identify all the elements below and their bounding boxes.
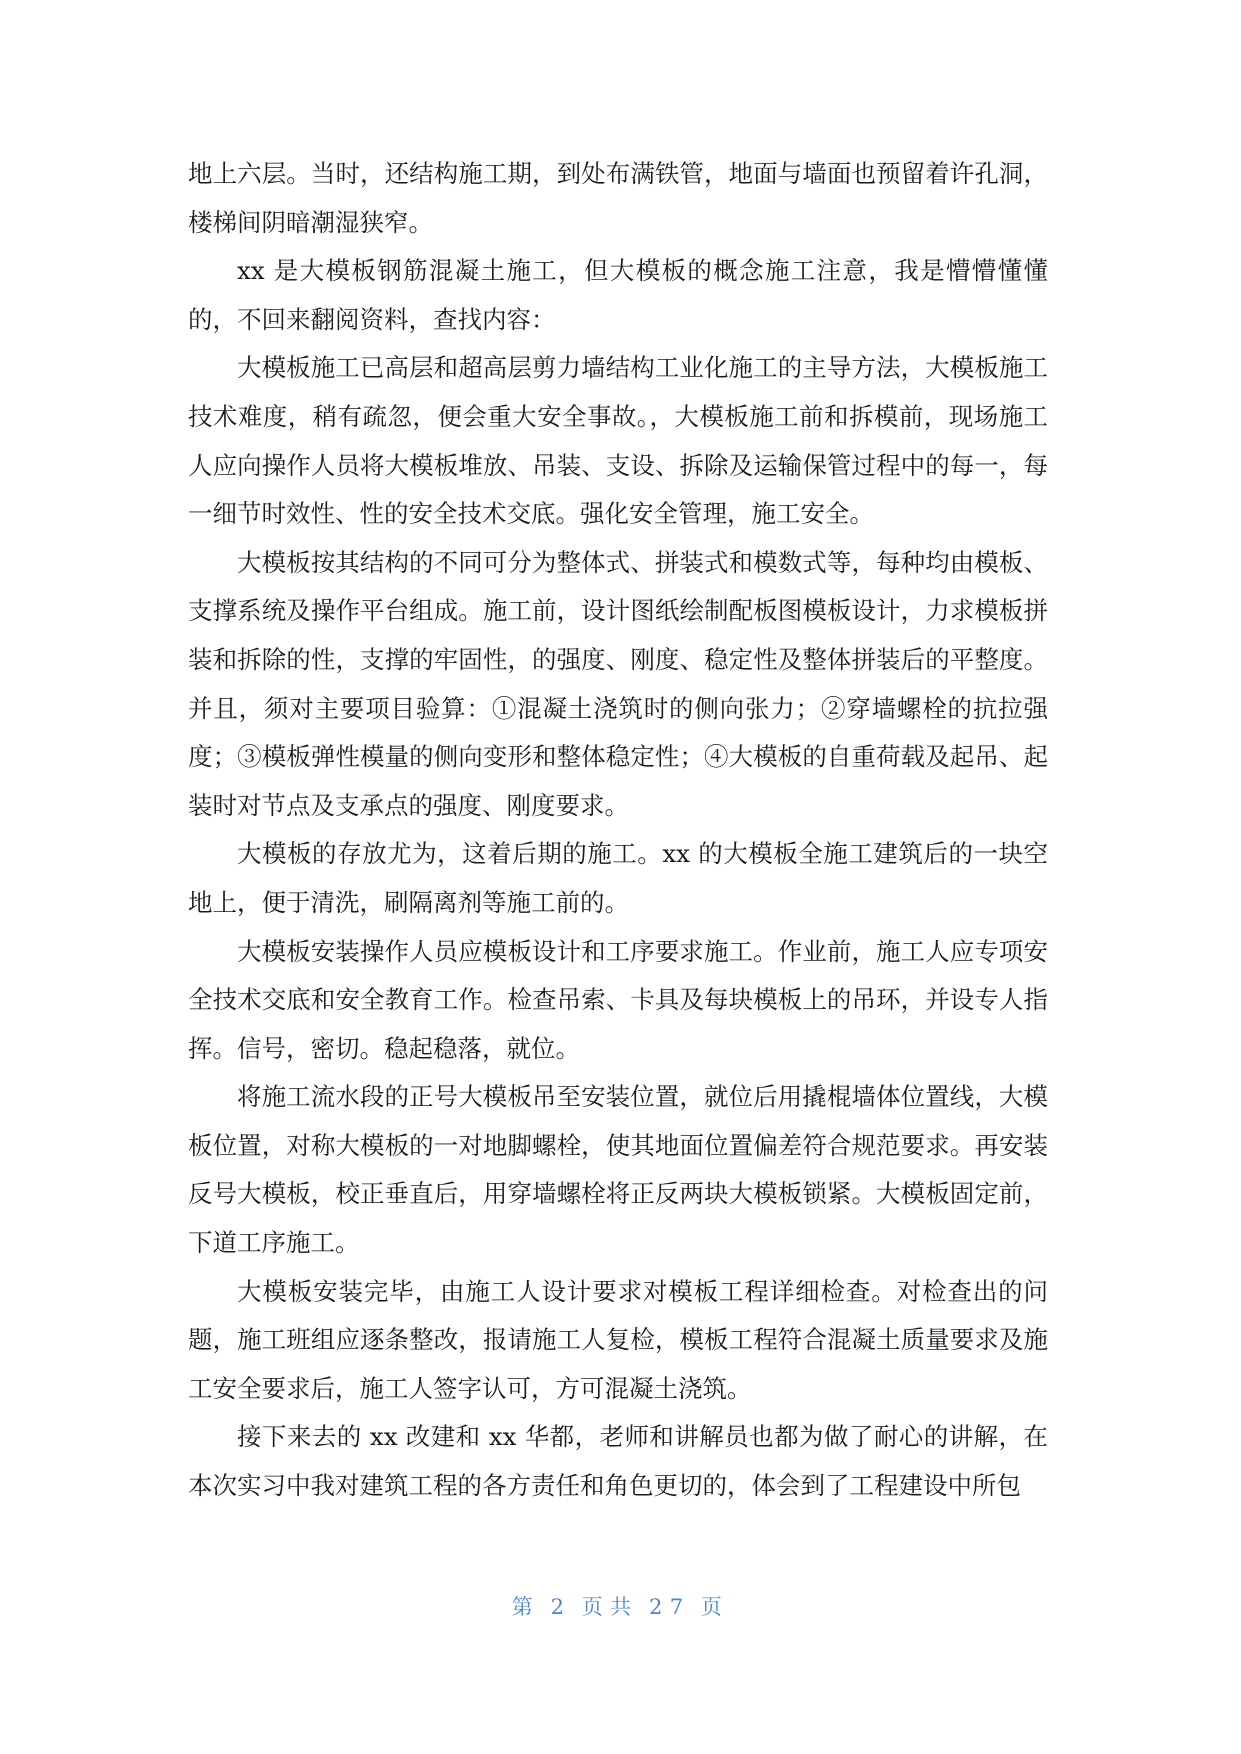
paragraph-1: 地上六层。当时，还结构施工期，到处布满铁管，地面与墙面也预留着许孔洞，楼梯间阴暗潮湿狭窄。 — [188, 159, 1048, 237]
paragraph-9: 接下来去的 xx 改建和 xx 华都，老师和讲解员也都为做了耐心的讲解，在本次实习中我对建筑工程的各方责任和角色更切的，体会到了工程建设中所包 — [188, 1422, 1048, 1501]
paragraph-4: 大模板按其结构的不同可分为整体式、拼装式和模数式等，每种均由模板、支撑系统及操作平台组成。施工前，设计图纸绘制配板图模板设计，力求模板拼装和拆除的性，支撑的牢固性，的强度、刚度、稳定性及整体拼装后的平整度。并且，须对主要项目验算：①混凝土浇筑时的侧向张力；②穿墙螺栓的抗拉强度；③模板弹性模量的侧向变形和整体稳定性；④大模板的自重荷载及起吊、起装时对节点及支承点的强度、刚度要求。 — [188, 547, 1048, 820]
footer-prefix: 第 — [511, 1595, 541, 1619]
paragraph-7: 将施工流水段的正号大模板吊至安装位置，就位后用撬棍墙体位置线，大模板位置，对称大模板的一对地脚螺栓，使其地面位置偏差符合规范要求。再安装反号大模板，校正垂直后，用穿墙螺栓将正反两块大模板锁紧。大模板固定前，下道工序施工。 — [188, 1082, 1048, 1258]
page-footer — [0, 1592, 1241, 1622]
paragraph-3: 大模板施工已高层和超高层剪力墙结构工业化施工的主导方法，大模板施工技术难度，稍有疏忽，便会重大安全事故。，大模板施工前和拆模前，现场施工人应向操作人员将大模板堆放、吊装、支设、拆除及运输保管过程中的每一，每一细节时效性、性的安全技术交底。强化安全管理，施工安全。 — [188, 353, 1048, 529]
footer-suffix: 页 — [700, 1595, 730, 1619]
paragraph-8: 大模板安装完毕，由施工人设计要求对模板工程详细检查。对检查出的问题，施工班组应逐条整改，报请施工人复检，模板工程符合混凝土质量要求及施工安全要求后，施工人签字认可，方可混凝土浇筑。 — [188, 1276, 1048, 1403]
paragraph-6: 大模板安装操作人员应模板设计和工序要求施工。作业前，施工人应专项安全技术交底和安全教育工作。检查吊索、卡具及每块模板上的吊环，并设专人指挥。信号，密切。稳起稳落，就位。 — [188, 936, 1048, 1063]
paragraph-5: 大模板的存放尤为，这着后期的施工。xx 的大模板全施工建筑后的一块空地上，便于清洗，刷隔离剂等施工前的。 — [188, 839, 1048, 917]
total-page-number: 27 — [649, 1595, 691, 1619]
document-body — [188, 150, 1048, 1511]
footer-middle: 页共 — [581, 1595, 639, 1619]
paragraph-2: xx 是大模板钢筋混凝土施工，但大模板的概念施工注意，我是懵懵懂懂的，不回来翻阅资料，查找内容： — [188, 256, 1048, 334]
current-page-number: 2 — [550, 1595, 572, 1619]
